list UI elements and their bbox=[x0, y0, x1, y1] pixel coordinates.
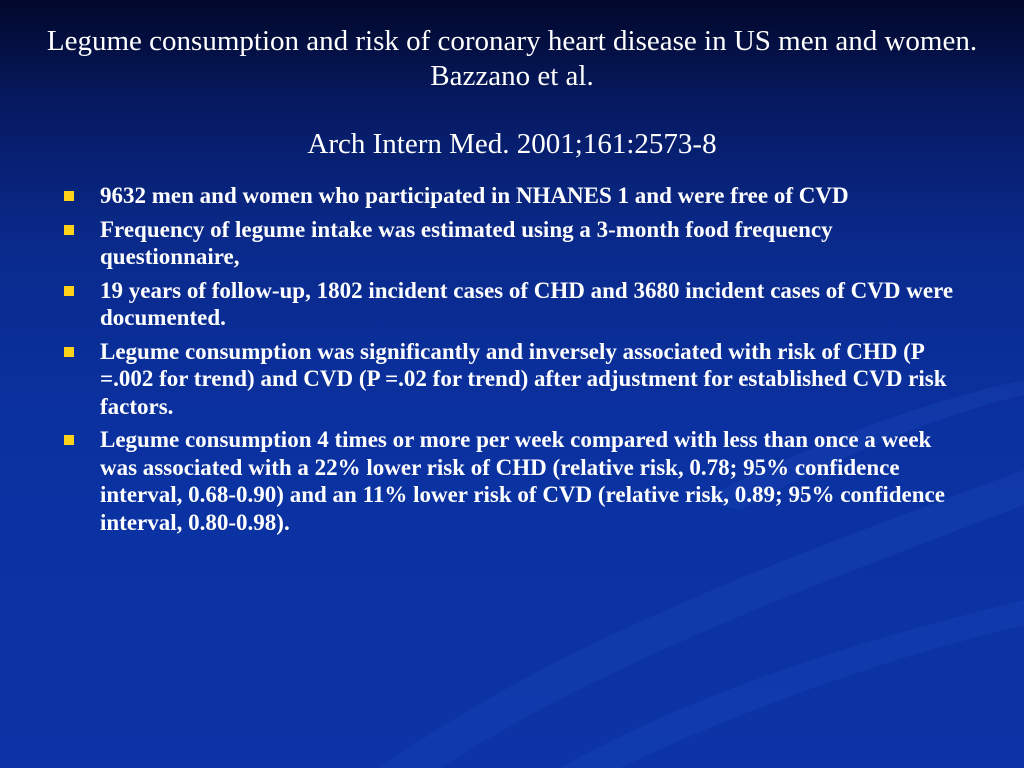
bullet-text: Legume consumption was significantly and inversely associated with risk of CHD (P =.002 for trend) and CVD (P =.02 for trend) after adjustment for established CVD risk factors. bbox=[100, 338, 947, 419]
bullet-item-4 bbox=[62, 338, 962, 421]
square-bullet-icon bbox=[64, 347, 74, 357]
bullet-item-2 bbox=[62, 216, 962, 271]
bullet-text: 9632 men and women who participated in NHANES 1 and were free of CVD bbox=[100, 183, 849, 208]
square-bullet-icon bbox=[64, 435, 74, 445]
bullet-item-5 bbox=[62, 426, 962, 536]
square-bullet-icon bbox=[64, 191, 74, 201]
bullet-text: Legume consumption 4 times or more per week compared with less than once a week was associated with a 22% lower risk of CHD (relative risk, 0.78; 95% confidence interval, 0.68-0.90) and an 11% lower risk of CVD (relative risk, 0.89; 95% confidence interval, 0.80-0.98). bbox=[100, 427, 945, 535]
bullet-text: 19 years of follow-up, 1802 incident cases of CHD and 3680 incident cases of CVD were documented. bbox=[100, 277, 954, 330]
bullet-item-1 bbox=[62, 182, 962, 210]
bullet-item-3 bbox=[62, 277, 962, 332]
slide-subtitle: Arch Intern Med. 2001;161:2573-8 bbox=[307, 128, 717, 160]
slide-title: Legume consumption and risk of coronary heart disease in US men and women. Bazzano et al. bbox=[46, 25, 978, 92]
bullet-list bbox=[62, 182, 962, 542]
square-bullet-icon bbox=[64, 286, 74, 296]
bullet-text: Frequency of legume intake was estimated using a 3-month food frequency questionnaire, bbox=[100, 216, 833, 269]
square-bullet-icon bbox=[64, 225, 74, 235]
